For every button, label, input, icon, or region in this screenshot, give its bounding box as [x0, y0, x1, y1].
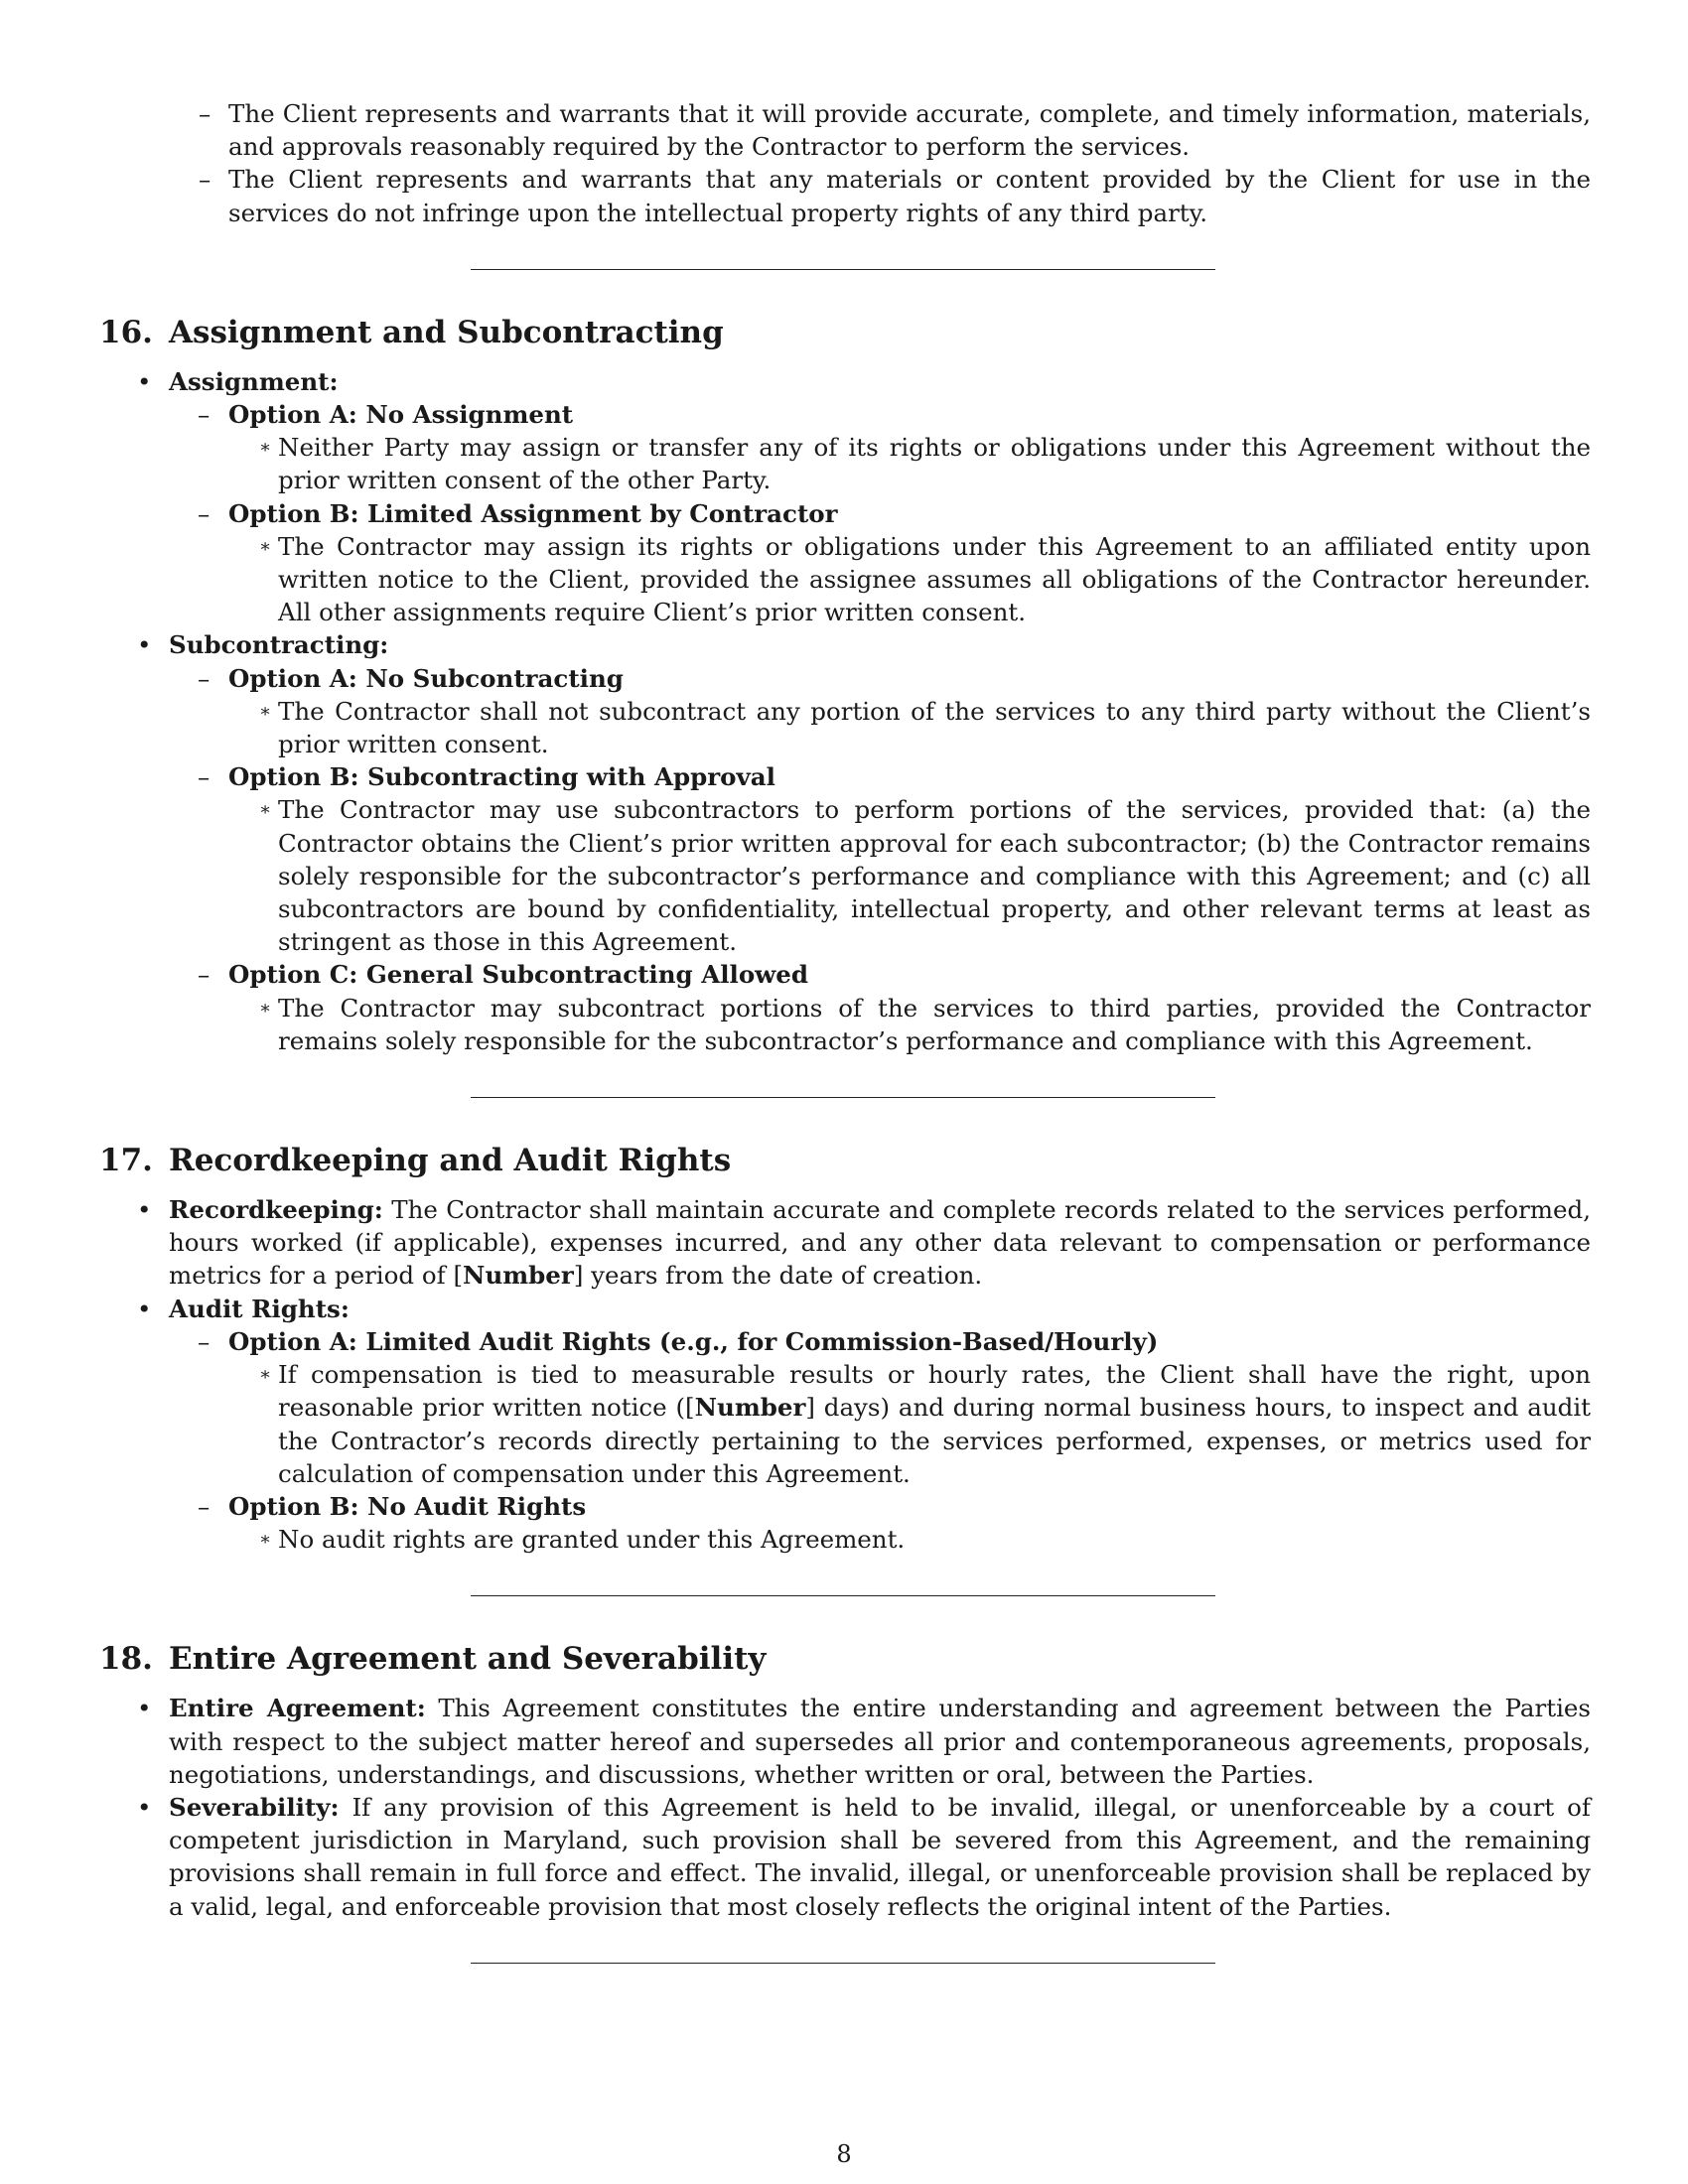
- dash-marker: –: [198, 400, 211, 430]
- section-16-list: [99, 365, 1591, 1057]
- dash-marker: –: [198, 498, 211, 528]
- section-heading: [99, 1142, 1591, 1179]
- option-label: Option A: No Subcontracting: [228, 663, 624, 693]
- option-text: If compensation is tied to measurable results or hourly rates, the Client shall have the right, upon reasonable prior written notice ([: [278, 1360, 1591, 1423]
- item-label: Subcontracting:: [169, 630, 389, 660]
- list-item: [99, 1692, 1591, 1791]
- star-marker: ∗: [259, 535, 272, 557]
- document-page: [99, 97, 1591, 1964]
- item-label: Severability:: [169, 1792, 340, 1822]
- option-text-item: [228, 1523, 1591, 1556]
- option-label: Option A: Limited Audit Rights (e.g., for Commission-Based/Hourly): [228, 1326, 1159, 1356]
- section-divider: [471, 1595, 1215, 1596]
- placeholder-text: Number: [694, 1393, 806, 1423]
- option-text-item: [228, 695, 1591, 760]
- option-text: The Contractor may subcontract portions of the services to third parties, provided the Contractor remains solely responsible for the subcontractor’s performance and compliance with this Agreement.: [278, 993, 1591, 1055]
- option-item: [169, 958, 1591, 1057]
- bullet-marker: •: [137, 1694, 152, 1723]
- dash-marker: –: [198, 1491, 211, 1521]
- list-item: [99, 1791, 1591, 1923]
- dash-marker: –: [199, 165, 211, 195]
- section-heading: [99, 314, 1591, 351]
- section-title: Recordkeeping and Audit Rights: [168, 1143, 732, 1179]
- option-item: [169, 1325, 1591, 1490]
- section-title: Assignment and Subcontracting: [168, 314, 724, 350]
- page-number: 8: [836, 2140, 852, 2168]
- item-label: Audit Rights:: [169, 1294, 350, 1323]
- dash-marker: –: [198, 663, 211, 693]
- list-item: [99, 1193, 1591, 1293]
- item-text: This Agreement constitutes the entire understanding and agreement between the Parties with respect to the subject matter hereof and supersedes all prior and contemporaneous agreements, proposals, negotiations, understandings, and discussions, whether written or oral, between the Parties.: [169, 1694, 1591, 1789]
- section-heading: [99, 1640, 1591, 1678]
- star-marker: ∗: [259, 1364, 272, 1386]
- option-label: Option B: Subcontracting with Approval: [228, 762, 775, 792]
- section-divider: [471, 1097, 1215, 1098]
- section-17: [99, 1142, 1591, 1596]
- star-marker: ∗: [259, 799, 272, 821]
- dash-marker: –: [198, 1326, 211, 1356]
- item-label: Entire Agreement:: [169, 1694, 426, 1723]
- option-item: [169, 760, 1591, 958]
- item-label: Assignment:: [169, 366, 339, 396]
- star-marker: ∗: [259, 1529, 272, 1551]
- section-divider: [471, 1963, 1215, 1964]
- item-text: The Contractor shall maintain accurate and complete records related to the services performed, hours worked (if applicable), expenses incurred, and any other data relevant to compensation or performance metrics for a period of [: [169, 1195, 1591, 1291]
- star-marker: ∗: [259, 437, 272, 459]
- option-text: The Contractor may assign its rights or obligations under this Agreement to an affiliated entity upon written notice to the Client, provided the assignee assumes all obligations of the Contractor hereunder. All other assignments require Client’s prior written consent.: [278, 531, 1591, 627]
- item-text: The Client represents and warrants that any materials or content provided by the Client for use in the services do not infringe upon the intellectual property rights of any third party.: [228, 165, 1591, 227]
- section-number: 18.: [99, 1641, 153, 1678]
- dash-marker: –: [198, 960, 211, 990]
- option-label: Option C: General Subcontracting Allowed: [228, 960, 808, 990]
- option-label: Option B: Limited Assignment by Contractor: [228, 498, 838, 528]
- option-text: Neither Party may assign or transfer any of its rights or obligations under this Agreement without the prior written consent of the other Party.: [278, 433, 1591, 495]
- option-text: ] days) and during normal business hours, to inspect and audit the Contractor’s records directly pertaining to the services performed, expenses, or metrics used for calculation of compensation under this Agreement.: [278, 1393, 1591, 1488]
- list-item: [99, 97, 1591, 163]
- item-text: The Client represents and warrants that it will provide accurate, complete, and timely information, materials, and approvals reasonably required by the Contractor to perform the services.: [228, 99, 1591, 162]
- option-item: [169, 497, 1591, 629]
- list-item: [99, 1293, 1591, 1557]
- option-item: [169, 1490, 1591, 1556]
- list-item: [99, 365, 1591, 629]
- placeholder-text: Number: [463, 1261, 574, 1291]
- star-marker: ∗: [259, 700, 272, 722]
- section-18-list: [99, 1692, 1591, 1922]
- option-text: No audit rights are granted under this Agreement.: [278, 1525, 906, 1555]
- section-18: [99, 1640, 1591, 1963]
- option-text-item: [228, 1358, 1591, 1490]
- star-marker: ∗: [259, 997, 272, 1019]
- item-label: Recordkeeping:: [169, 1195, 383, 1225]
- bullet-marker: •: [137, 1294, 152, 1323]
- option-text: The Contractor shall not subcontract any portion of the services to any third party without the Client’s prior written consent.: [278, 696, 1591, 759]
- section-number: 16.: [99, 314, 153, 350]
- item-text: ] years from the date of creation.: [573, 1261, 983, 1291]
- dash-marker: –: [199, 99, 211, 128]
- option-text-item: [228, 530, 1591, 629]
- option-text: The Contractor may use subcontractors to perform portions of the services, provided that: (a) the Contractor obtains the Client’s prior written approval for each subcontractor; (b) the Contractor remains solely responsible for the subcontractor’s performance and compliance with this Agreement; and (c) all subcontractors are bound by confidentiality, intellectual property, and other relevant terms at least as stringent as those in this Agreement.: [278, 795, 1591, 957]
- bullet-marker: •: [137, 1195, 152, 1225]
- option-label: Option B: No Audit Rights: [228, 1491, 587, 1521]
- client-warranties-list: [99, 97, 1591, 229]
- option-text-item: [228, 793, 1591, 958]
- option-label: Option A: No Assignment: [228, 400, 574, 430]
- option-item: [169, 662, 1591, 761]
- section-divider: [471, 269, 1215, 270]
- bullet-marker: •: [137, 366, 152, 396]
- option-item: [169, 398, 1591, 497]
- section-16: [99, 314, 1591, 1098]
- section-title: Entire Agreement and Severability: [168, 1641, 767, 1678]
- bullet-marker: •: [137, 1792, 152, 1822]
- bullet-marker: •: [137, 630, 152, 660]
- dash-marker: –: [198, 762, 211, 792]
- section-17-list: [99, 1193, 1591, 1556]
- item-text: If any provision of this Agreement is held to be invalid, illegal, or unenforceable by a court of competent jurisdiction in Maryland, such provision shall be severed from this Agreement, and the remaining provisions shall remain in full force and effect. The invalid, illegal, or unenforceable provision shall be replaced by a valid, legal, and enforceable provision that most closely reflects the original intent of the Parties.: [169, 1792, 1591, 1921]
- option-text-item: [228, 992, 1591, 1057]
- section-number: 17.: [99, 1143, 153, 1179]
- list-item: [99, 628, 1591, 1057]
- option-text-item: [228, 431, 1591, 496]
- list-item: [99, 163, 1591, 228]
